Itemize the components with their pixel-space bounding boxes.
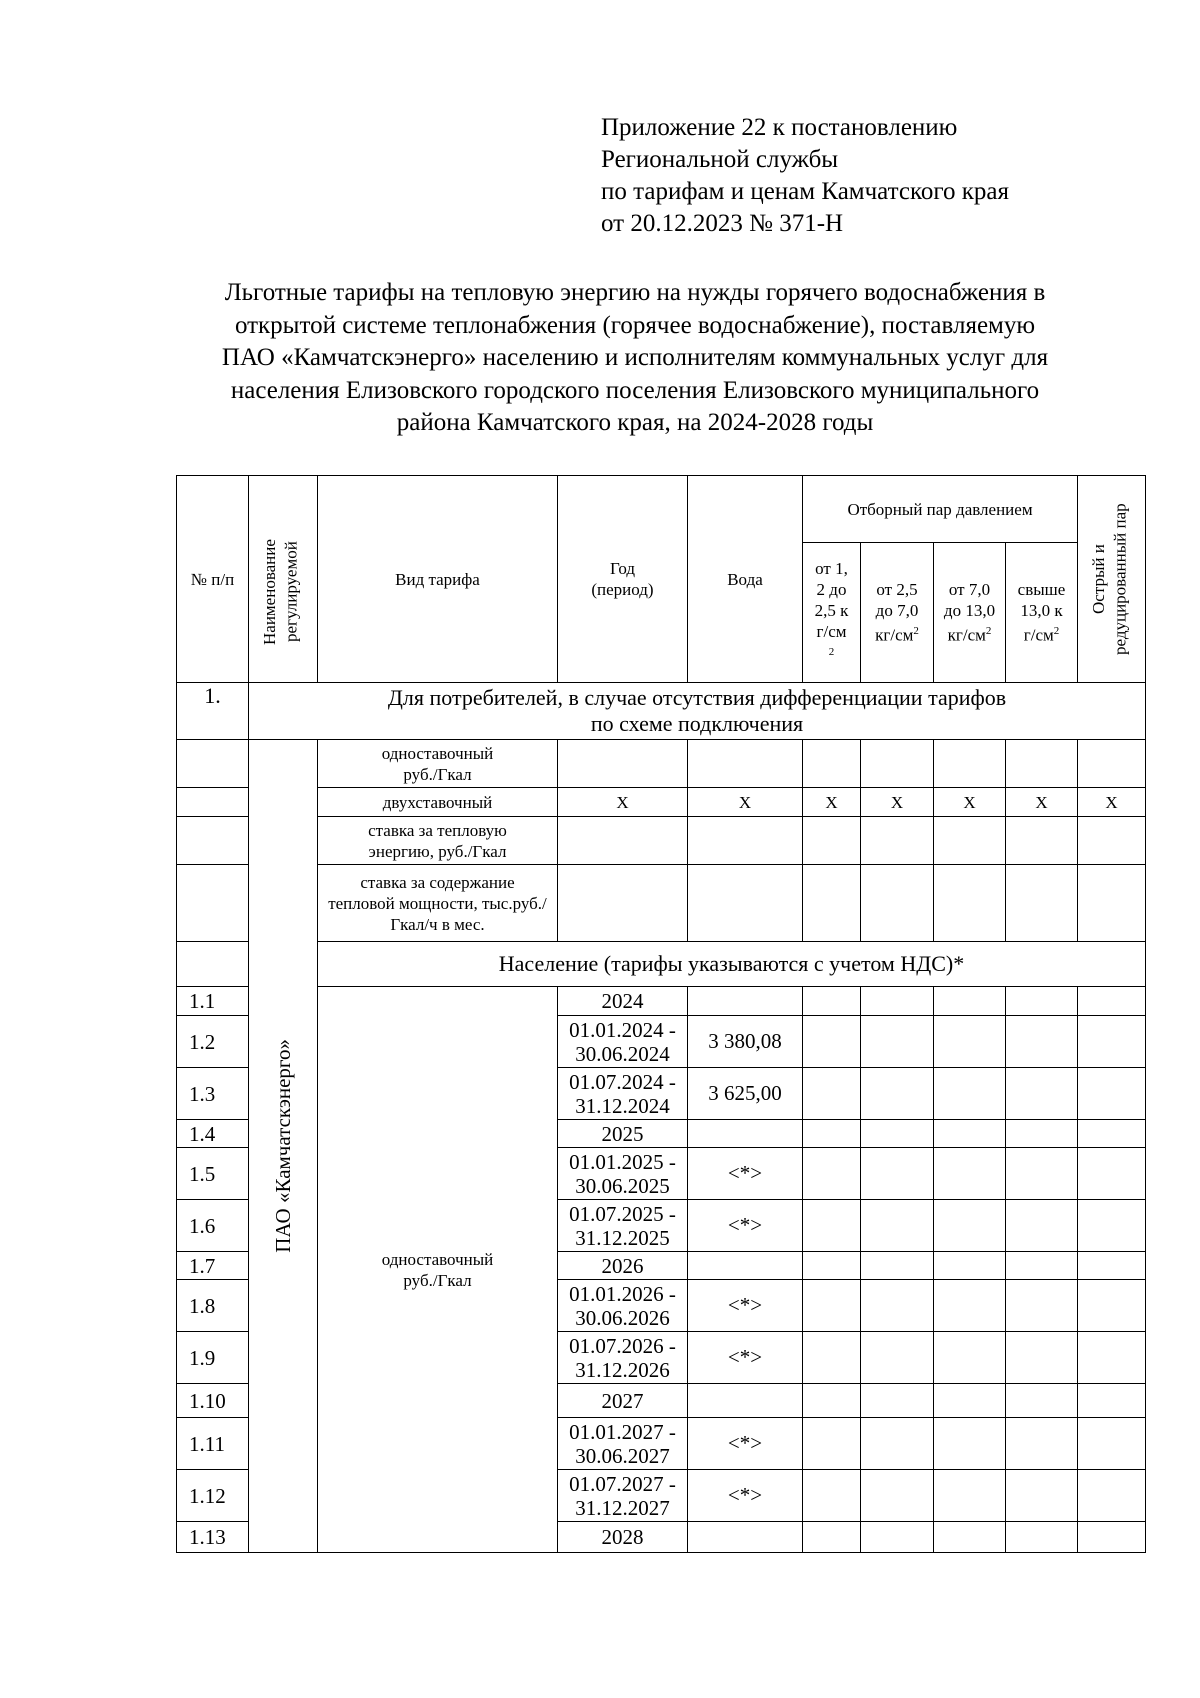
cell-empty	[1006, 1384, 1078, 1418]
pressure-exp: 2	[985, 625, 992, 638]
cell-empty	[861, 817, 934, 865]
row-num: 1.8	[177, 1280, 249, 1332]
cell-empty	[861, 1120, 934, 1148]
row-period: 01.07.2027 - 31.12.2027	[558, 1470, 688, 1522]
cell-empty	[1078, 1280, 1146, 1332]
org-name: ПАО «Камчатскэнерго»	[270, 1039, 295, 1253]
title-line: Льготные тарифы на тепловую энергию на нужды горячего водоснабжения в	[224, 279, 1046, 306]
row-num: 1.10	[177, 1384, 249, 1418]
row-water: <*>	[688, 1332, 803, 1384]
cell-empty	[803, 1384, 861, 1418]
row-period: 01.07.2025 - 31.12.2025	[558, 1200, 688, 1252]
header-water: Вода	[688, 476, 803, 683]
row-num: 1.5	[177, 1148, 249, 1200]
cell-empty	[861, 1148, 934, 1200]
tariff-two-rate: двухставочный	[318, 788, 558, 817]
row-water	[688, 1522, 803, 1553]
title-line: района Камчатского края, на 2024-2028 годы	[396, 409, 874, 436]
cell-empty	[803, 1280, 861, 1332]
header-sharp-steam	[1078, 476, 1146, 683]
cell-empty	[1078, 1384, 1146, 1418]
row-num: 1.9	[177, 1332, 249, 1384]
cell-empty	[803, 1068, 861, 1120]
cell-empty	[803, 865, 861, 942]
header-org	[249, 476, 318, 683]
row-num: 1.12	[177, 1470, 249, 1522]
cell-empty	[1078, 1522, 1146, 1553]
capacity-rate-label: ставка за содержание тепловой мощности, тыс.руб./Гкал/ч в мес.	[328, 872, 547, 934]
cell-empty	[803, 1016, 861, 1068]
row-num: 1.2	[177, 1016, 249, 1068]
cell-empty	[861, 1252, 934, 1280]
cell-empty	[934, 1252, 1006, 1280]
cell-empty	[934, 1148, 1006, 1200]
cell-empty	[861, 1384, 934, 1418]
cell-empty	[934, 987, 1006, 1016]
cell-empty	[1006, 1016, 1078, 1068]
header-org-label: Наименование регулируемой	[260, 539, 301, 645]
cell-empty	[934, 1522, 1006, 1553]
pressure-2-label: от 2,5 до 7,0 кг/см	[875, 580, 919, 645]
header-period-label: Год (период)	[591, 559, 654, 599]
row-water: <*>	[688, 1418, 803, 1470]
header-sharp-label: Острый и редуцированный пар	[1088, 503, 1130, 655]
row-period: 01.01.2027 - 30.06.2027	[558, 1418, 688, 1470]
cell-empty	[861, 1016, 934, 1068]
title-line: населения Елизовского городского поселения Елизовского муниципального	[230, 376, 1040, 404]
cell-empty	[1006, 1470, 1078, 1522]
cell-empty	[1006, 1522, 1078, 1553]
cell-empty	[1078, 1148, 1146, 1200]
row-water	[688, 1384, 803, 1418]
pressure-3-label: от 7,0 до 13,0 кг/см	[943, 580, 996, 645]
pressure-exp: 2	[913, 625, 919, 638]
header-steam-group: Отборный пар давлением	[803, 476, 1078, 543]
pressure-exp: 2	[828, 646, 835, 659]
cell-empty	[1006, 1332, 1078, 1384]
population-note: Население (тарифы указываются с учетом НДС)*	[318, 942, 1146, 987]
cell-empty	[803, 740, 861, 788]
cell-empty	[1078, 1418, 1146, 1470]
cell-empty	[934, 1280, 1006, 1332]
cell-empty	[1078, 1470, 1146, 1522]
section-num: 1.	[177, 683, 249, 740]
cell-empty	[861, 1332, 934, 1384]
cell-empty	[1078, 865, 1146, 942]
cell-empty	[803, 817, 861, 865]
cell-empty	[934, 1470, 1006, 1522]
cell-empty	[803, 1148, 861, 1200]
pop-tariff-label: одноставочный руб./Гкал	[381, 1249, 494, 1290]
cell-empty	[934, 1016, 1006, 1068]
cell-empty	[803, 1418, 861, 1470]
cell-empty	[177, 865, 249, 942]
row-water	[688, 1252, 803, 1280]
cell-empty	[861, 740, 934, 788]
cell-empty	[861, 865, 934, 942]
row-period: 2025	[558, 1120, 688, 1148]
cell-empty	[1078, 740, 1146, 788]
cell-empty	[934, 740, 1006, 788]
section-title-line: по схеме подключения	[590, 711, 804, 736]
cell-empty	[1078, 1120, 1146, 1148]
cell-empty	[803, 1522, 861, 1553]
cell-empty	[1078, 987, 1146, 1016]
cell-empty	[803, 1200, 861, 1252]
row-num: 1.1	[177, 987, 249, 1016]
cell-empty	[1006, 1280, 1078, 1332]
cell-x: X	[934, 788, 1006, 817]
cell-empty	[688, 817, 803, 865]
row-num: 1.4	[177, 1120, 249, 1148]
row-water: <*>	[688, 1280, 803, 1332]
row-period: 01.01.2026 - 30.06.2026	[558, 1280, 688, 1332]
header-pressure-1	[803, 543, 861, 683]
cell-empty	[1078, 1016, 1146, 1068]
row-water: <*>	[688, 1200, 803, 1252]
cell-x: X	[558, 788, 688, 817]
cell-empty	[1078, 817, 1146, 865]
cell-empty	[861, 1068, 934, 1120]
document-title	[140, 277, 1130, 440]
cell-empty	[688, 740, 803, 788]
cell-empty	[861, 1280, 934, 1332]
pressure-1-label: от 1,2 до 2,5 кг/см	[814, 559, 849, 642]
cell-empty	[861, 1418, 934, 1470]
row-water: 3 380,08	[688, 1016, 803, 1068]
row-water	[688, 987, 803, 1016]
header-period	[558, 476, 688, 683]
header-pressure-4	[1006, 543, 1078, 683]
cell-x: X	[1078, 788, 1146, 817]
cell-empty	[861, 1522, 934, 1553]
annex-line: Приложение 22 к постановлению	[601, 114, 958, 141]
cell-x: X	[861, 788, 934, 817]
cell-empty	[934, 1200, 1006, 1252]
title-line: открытой системе теплонабжения (горячее водоснабжение), поставляемую	[234, 311, 1036, 339]
cell-empty	[803, 1332, 861, 1384]
row-period: 2028	[558, 1522, 688, 1553]
row-period: 01.01.2024 - 30.06.2024	[558, 1016, 688, 1068]
cell-empty	[934, 1068, 1006, 1120]
cell-empty	[558, 740, 688, 788]
pressure-exp: 2	[1053, 625, 1060, 638]
cell-empty	[177, 788, 249, 817]
cell-x: X	[803, 788, 861, 817]
cell-empty	[1078, 1068, 1146, 1120]
row-period: 2026	[558, 1252, 688, 1280]
cell-empty	[934, 865, 1006, 942]
row-num: 1.3	[177, 1068, 249, 1120]
pressure-4-label: свыше 13,0 кг/см	[1017, 580, 1066, 645]
cell-empty	[803, 1252, 861, 1280]
row-water	[688, 1120, 803, 1148]
cell-empty	[1006, 1418, 1078, 1470]
cell-x: X	[688, 788, 803, 817]
one-rate-label: одноставочный руб./Гкал	[381, 743, 494, 784]
cell-empty	[177, 942, 249, 987]
row-period: 01.07.2024 - 31.12.2024	[558, 1068, 688, 1120]
header-tariff-type: Вид тарифа	[318, 476, 558, 683]
section-title-line: Для потребителей, в случае отсутствия дифференциации тарифов	[387, 685, 1007, 710]
row-num: 1.13	[177, 1522, 249, 1553]
tariff-capacity-rate	[318, 865, 558, 942]
title-line: ПАО «Камчатскэнерго» населению и исполнителям коммунальных услуг для	[221, 344, 1049, 371]
row-period: 2024	[558, 987, 688, 1016]
cell-empty	[861, 987, 934, 1016]
cell-empty	[803, 1470, 861, 1522]
cell-empty	[558, 865, 688, 942]
cell-empty	[934, 1332, 1006, 1384]
header-pressure-2	[861, 543, 934, 683]
row-period: 01.01.2025 - 30.06.2025	[558, 1148, 688, 1200]
cell-empty	[1006, 1068, 1078, 1120]
row-water: 3 625,00	[688, 1068, 803, 1120]
cell-empty	[1006, 1148, 1078, 1200]
row-water: <*>	[688, 1470, 803, 1522]
cell-empty	[558, 817, 688, 865]
row-period: 2027	[558, 1384, 688, 1418]
cell-x: X	[1006, 788, 1078, 817]
cell-empty	[1006, 1120, 1078, 1148]
row-num: 1.11	[177, 1418, 249, 1470]
annex-line: Региональной службы	[601, 146, 839, 173]
tariff-energy-rate	[318, 817, 558, 865]
cell-empty	[934, 1418, 1006, 1470]
cell-empty	[1006, 1200, 1078, 1252]
cell-empty	[934, 817, 1006, 865]
row-num: 1.7	[177, 1252, 249, 1280]
pop-tariff-type	[318, 987, 558, 1553]
cell-empty	[934, 1384, 1006, 1418]
row-water: <*>	[688, 1148, 803, 1200]
annex-header	[601, 112, 1009, 240]
tariff-table	[176, 475, 1146, 1553]
cell-empty	[1078, 1200, 1146, 1252]
cell-empty	[1006, 987, 1078, 1016]
header-pressure-3	[934, 543, 1006, 683]
org-name-cell	[249, 740, 318, 1553]
cell-empty	[1078, 1332, 1146, 1384]
header-num: № п/п	[177, 476, 249, 683]
cell-empty	[1006, 817, 1078, 865]
cell-empty	[177, 817, 249, 865]
cell-empty	[1006, 865, 1078, 942]
cell-empty	[688, 865, 803, 942]
row-num: 1.6	[177, 1200, 249, 1252]
cell-empty	[1006, 740, 1078, 788]
cell-empty	[1078, 1252, 1146, 1280]
annex-line: от 20.12.2023 № 371-Н	[601, 210, 844, 237]
cell-empty	[803, 987, 861, 1016]
annex-line: по тарифам и ценам Камчатского края	[601, 178, 1009, 205]
cell-empty	[861, 1470, 934, 1522]
energy-rate-label: ставка за тепловую энергию, руб./Гкал	[368, 820, 507, 861]
cell-empty	[1006, 1252, 1078, 1280]
cell-empty	[177, 740, 249, 788]
cell-empty	[934, 1120, 1006, 1148]
section-title	[249, 683, 1146, 740]
cell-empty	[861, 1200, 934, 1252]
tariff-one-rate	[318, 740, 558, 788]
row-period: 01.07.2026 - 31.12.2026	[558, 1332, 688, 1384]
cell-empty	[803, 1120, 861, 1148]
